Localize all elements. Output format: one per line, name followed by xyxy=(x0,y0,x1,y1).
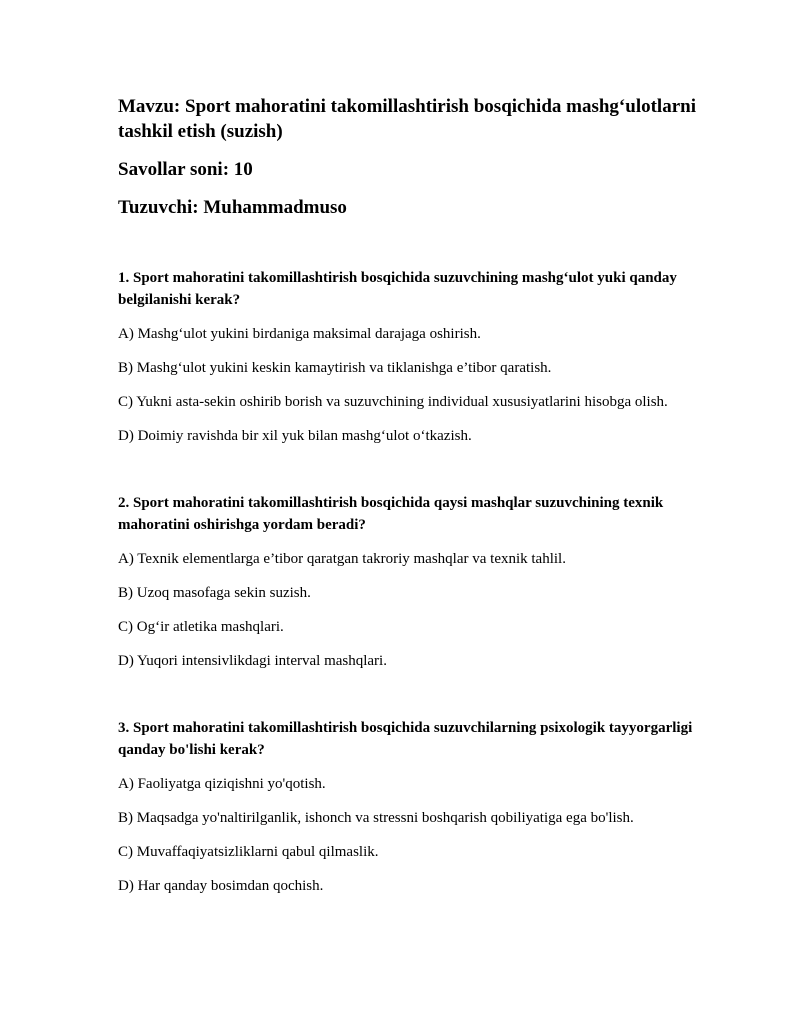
document-page xyxy=(118,94,708,909)
question-count: Savollar soni: 10 xyxy=(118,159,253,180)
option-b: B) Mashg‘ulot yukini keskin kamaytirish va tiklanishga e’tibor qaratish. xyxy=(118,360,552,376)
option-c: C) Yukni asta-sekin oshirib borish va suzuvchining individual xususiyatlarini hisobga olish. xyxy=(118,394,668,410)
option-a: A) Texnik elementlarga e’tibor qaratgan takroriy mashqlar va texnik tahlil. xyxy=(118,551,566,567)
option-a: A) Mashg‘ulot yukini birdaniga maksimal darajaga oshirish. xyxy=(118,326,481,342)
option-d: D) Doimiy ravishda bir xil yuk bilan mashg‘ulot o‘tkazish. xyxy=(118,428,472,444)
question-block-1 xyxy=(118,267,708,447)
option-b: B) Maqsadga yo'naltirilganlik, ishonch va stressni boshqarish qobiliyatiga ega bo'lish. xyxy=(118,810,634,826)
author-line: Tuzuvchi: Muhammadmuso xyxy=(118,197,347,218)
option-c: C) Muvaffaqiyatsizliklarni qabul qilmaslik. xyxy=(118,844,379,860)
option-a: A) Faoliyatga qiziqishni yo'qotish. xyxy=(118,776,326,792)
question-text: 3. Sport mahoratini takomillashtirish bosqichida suzuvchilarning psixologik tayyorgarligi qanday bo'lishi kerak? xyxy=(118,720,693,758)
document-title: Mavzu: Sport mahoratini takomillashtirish bosqichida mashg‘ulotlarni tashkil etish (suzish) xyxy=(118,96,696,142)
question-block-2 xyxy=(118,492,708,672)
option-d: D) Har qanday bosimdan qochish. xyxy=(118,878,324,894)
option-d: D) Yuqori intensivlikdagi interval mashqlari. xyxy=(118,653,387,669)
question-text: 1. Sport mahoratini takomillashtirish bosqichida suzuvchining mashg‘ulot yuki qanday belgilanishi kerak? xyxy=(118,270,677,308)
question-block-3 xyxy=(118,717,708,897)
question-text: 2. Sport mahoratini takomillashtirish bosqichida qaysi mashqlar suzuvchining texnik mahoratini oshirishga yordam beradi? xyxy=(118,495,664,533)
option-c: C) Og‘ir atletika mashqlari. xyxy=(118,619,284,635)
option-b: B) Uzoq masofaga sekin suzish. xyxy=(118,585,311,601)
